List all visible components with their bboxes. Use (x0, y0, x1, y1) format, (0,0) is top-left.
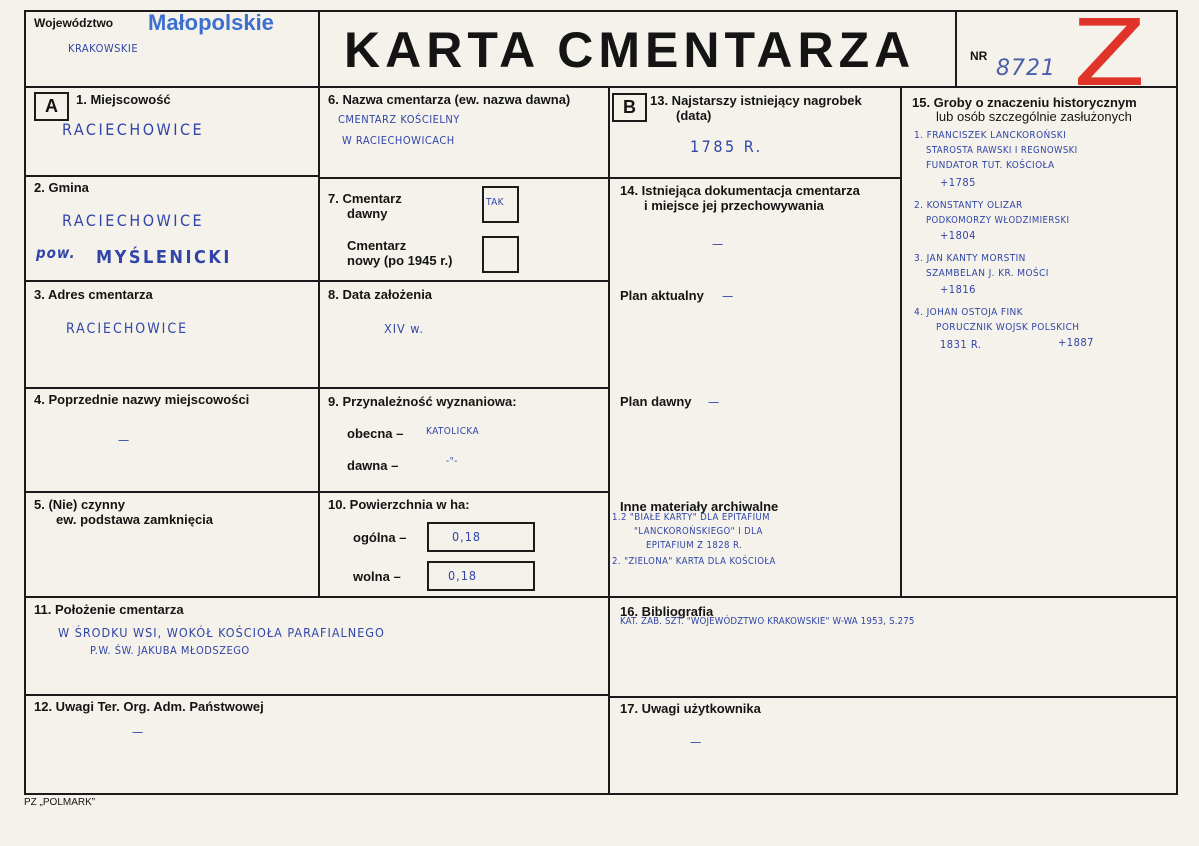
field-9-dawna-value: -"- (446, 456, 458, 467)
field-15-entry-10: +1816 (940, 283, 976, 296)
plan-aktualny-value: — (722, 288, 735, 303)
wojewodztwo-stamp: Małopolskie (148, 10, 274, 35)
field-16-label: 16. Bibliografia (620, 604, 714, 619)
row-line-17 (608, 696, 1178, 698)
field-15-entry-2: STAROSTA RAWSKI I REGNOWSKI (926, 145, 1078, 156)
field-9-obecna-value: KATOLICKA (426, 426, 480, 437)
plan-dawny-label: Plan dawny (620, 394, 692, 409)
field-3-value: RACIECHOWICE (66, 321, 189, 337)
inne-materialy-line-3: EPITAFIUM Z 1828 R. (646, 540, 743, 551)
inne-materialy-line-4: 2. "ZIELONA" KARTA DLA KOŚCIOŁA (612, 556, 776, 567)
wojewodztwo-label: Województwo (34, 16, 114, 30)
field-12-value: — (132, 724, 145, 739)
field-14-value: — (712, 236, 725, 251)
field-15-entry-6: PODKOMORZY WŁODZIMIERSKI (926, 215, 1070, 226)
inne-materialy-line-2: "LANCKOROŃSKIEGO" I DLA (634, 526, 763, 537)
field-13-label-2: (data) (676, 108, 712, 123)
field-15-entry-3: FUNDATOR TUT. KOŚCIOŁA (926, 160, 1055, 171)
nr-mark: Z (1073, 0, 1146, 107)
row-line-b1 (608, 177, 902, 179)
frame-right (1176, 10, 1178, 795)
field-11-value-2: P.W. ŚW. JAKUBA MŁODSZEGO (90, 644, 250, 657)
field-14-label-1: 14. Istniejąca dokumentacja cmentarza (620, 183, 860, 198)
nr-label: NR (970, 49, 988, 63)
frame-bottom (24, 793, 1178, 795)
field-2-pow-value: MYŚLENICKI (96, 247, 232, 268)
field-15-entry-5: 2. KONSTANTY OLIZAR (914, 200, 1023, 211)
field-6-label: 6. Nazwa cmentarza (ew. nazwa dawna) (328, 92, 571, 107)
field-15-entry-1: 1. FRANCISZEK LANCKOROŃSKI (914, 130, 1067, 141)
printer-imprint: PZ „POLMARK” (24, 797, 96, 808)
field-10-label: 10. Powierzchnia w ha: (328, 497, 470, 512)
field-9-label: 9. Przynależność wyznaniowa: (328, 394, 517, 409)
col-line-1 (318, 86, 320, 598)
page-title: KARTA CMENTARZA (344, 22, 916, 78)
field-5-label-1: 5. (Nie) czynny (34, 497, 126, 512)
field-1-value: RACIECHOWICE (62, 120, 205, 139)
col-line-2 (608, 86, 610, 795)
field-15-entry-12: PORUCZNIK WOJSK POLSKICH (936, 322, 1080, 333)
col-line-3 (900, 86, 902, 598)
field-8-label: 8. Data założenia (328, 287, 433, 302)
field-4-label: 4. Poprzednie nazwy miejscowości (34, 392, 250, 407)
field-5-label-2: ew. podstawa zamknięcia (56, 512, 214, 527)
field-11-value-1: W ŚRODKU WSI, WOKÓŁ KOŚCIOŁA PARAFIALNEGO (58, 625, 385, 640)
field-10-wolna-box[interactable] (427, 561, 535, 591)
field-6-value-2: W RACIECHOWICACH (342, 134, 455, 147)
row-line-a3 (24, 387, 320, 389)
header-divider-2 (955, 10, 957, 88)
section-a-marker: A (34, 92, 69, 121)
row-line-m3 (318, 387, 610, 389)
field-4-value: — (118, 432, 131, 447)
inne-materialy-line-1: 1.2 "BIAŁE KARTY" DLA EPITAFIUM (612, 512, 770, 523)
field-7-dawny-1: 7. Cmentarz (328, 191, 402, 206)
header-divider-1 (318, 10, 320, 88)
field-10-ogolna-label: ogólna – (353, 530, 407, 545)
field-15-entry-13: 1831 R. (940, 338, 982, 351)
field-9-obecna-label: obecna – (347, 426, 404, 441)
row-line-12 (24, 694, 610, 696)
field-6-value-1: CMENTARZ KOŚCIELNY (338, 113, 460, 126)
field-12-label: 12. Uwagi Ter. Org. Adm. Państwowej (34, 699, 264, 714)
row-line-m2 (318, 280, 610, 282)
field-16-value: KAT. ZAB. SZT. "WOJEWÓDZTWO KRAKOWSKIE" W-WA 1953, S.275 (620, 616, 915, 627)
section-b-marker: B (612, 93, 647, 122)
field-7-dawny-2: dawny (347, 206, 388, 221)
field-15-label-2: lub osób szczególnie zasłużonych (936, 109, 1132, 124)
field-17-label: 17. Uwagi użytkownika (620, 701, 761, 716)
field-2-label: 2. Gmina (34, 180, 89, 195)
row-line-m1 (318, 177, 610, 179)
row-line-11 (24, 596, 1178, 598)
row-line-a2 (24, 280, 320, 282)
field-1-label: 1. Miejscowość (76, 92, 171, 107)
field-2-value: RACIECHOWICE (62, 211, 205, 230)
inne-materialy-label: Inne materiały archiwalne (620, 499, 779, 514)
field-2-pow-label: pow. (36, 244, 76, 262)
field-13-label-1: 13. Najstarszy istniejący nagrobek (650, 93, 862, 108)
field-15-entry-7: +1804 (940, 229, 976, 242)
field-15-entry-4: +1785 (940, 176, 976, 189)
field-15-entry-11: 4. JOHAN OSTOJA FINK (914, 307, 1023, 318)
nr-value: 8721 (996, 56, 1056, 81)
field-10-ogolna-value: 0,18 (452, 529, 482, 544)
field-15-entry-14: +1887 (1058, 336, 1094, 349)
row-line-a1 (24, 175, 320, 177)
plan-aktualny-label: Plan aktualny (620, 288, 704, 303)
field-8-value: XIV w. (384, 321, 424, 336)
field-7-nowy-2: nowy (po 1945 r.) (347, 253, 453, 268)
header-bottom (24, 86, 1178, 88)
wojewodztwo-value: KRAKOWSKIE (68, 42, 139, 55)
field-9-dawna-label: dawna – (347, 458, 399, 473)
field-3-label: 3. Adres cmentarza (34, 287, 153, 302)
field-7-dawny-value: TAK (486, 197, 504, 208)
field-14-label-2: i miejsce jej przechowywania (644, 198, 824, 213)
field-15-entry-9: SZAMBELAN J. KR. MOŚCI (926, 268, 1049, 279)
frame-left (24, 10, 26, 795)
field-15-entry-8: 3. JAN KANTY MORSTIN (914, 253, 1026, 264)
field-13-value: 1785 R. (690, 137, 763, 156)
field-17-value: — (690, 734, 703, 749)
field-15-label-1: 15. Groby o znaczeniu historycznym (912, 95, 1137, 110)
field-10-wolna-value: 0,18 (448, 568, 478, 583)
field-10-wolna-label: wolna – (353, 569, 401, 584)
field-7-nowy-1: Cmentarz (347, 238, 407, 253)
row-line-m4 (318, 491, 610, 493)
plan-dawny-value: — (708, 394, 721, 409)
field-11-label: 11. Położenie cmentarza (34, 602, 184, 617)
field-7-nowy-checkbox[interactable] (482, 236, 519, 273)
row-line-a4 (24, 491, 320, 493)
